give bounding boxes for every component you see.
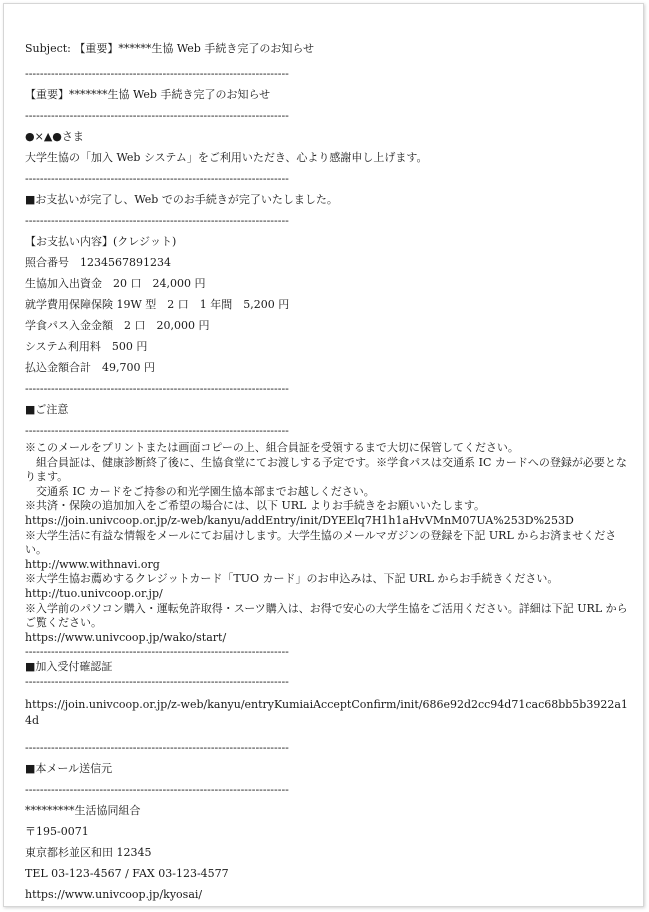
confirm-title: ■加入受付確認証 — [25, 659, 113, 673]
email-heading: 【重要】*******生協 Web 手続き完了のお知らせ — [25, 88, 271, 101]
sender-postal-code: 〒195-0071 — [25, 825, 89, 839]
payment-line: 就学費用保障保険 19W 型 2 口 1 年間 5,200 円 — [25, 298, 290, 311]
salutation: ●×▲●さま — [25, 130, 84, 143]
payment-line: 照合番号 1234567891234 — [25, 256, 171, 269]
notice-link[interactable]: http://tuo.univcoop.or.jp/ — [25, 586, 163, 600]
notice-line: ※共済・保険の追加加入をご希望の場合には、以下 URL よりお手続きをお願いいたします。 — [25, 499, 485, 513]
notice-link[interactable]: https://join.univcoop.or.jp/z-web/kanyu/addEntry/init/DYEElq7H1h1aHvVMnM07UA%253D%253D — [25, 513, 574, 527]
notice-section — [25, 441, 630, 689]
notice-link[interactable]: https://www.univcoop.jp/wako/start/ — [25, 630, 227, 644]
payment-title: 【お支払い内容】(クレジット) — [25, 235, 177, 248]
email-document — [3, 3, 644, 907]
email-subject — [25, 38, 630, 59]
thanks-message: 大学生協の「加入 Web システム」をご利用いただき、心より感謝申し上げます。 — [25, 151, 428, 164]
separator: ----------------------------------------------------------------------- — [25, 67, 289, 80]
confirm-link[interactable]: https://join.univcoop.or.jp/z-web/kanyu/entryKumiaiAcceptConfirm/init/686e92d2cc94d71cac68bb5b3922a14d — [25, 698, 628, 728]
notice-line: 交通系 IC カードをご持参の和光学園生協本部までお越しください。 — [25, 484, 375, 498]
notice-title: ■ご注意 — [25, 403, 69, 416]
payment-line: システム利用料 500 円 — [25, 340, 148, 353]
email-body — [25, 38, 630, 905]
sender-phone-fax: TEL 03-123-4567 / FAX 03-123-4577 — [25, 867, 229, 881]
notice-line: ※大学生活に有益な情報をメールにてお届けします。大学生協のメールマガジンの登録を下記 URL からお済ませください。 — [25, 528, 617, 557]
payment-line: 生協加入出資金 20 口 24,000 円 — [25, 277, 206, 290]
separator: ----------------------------------------------------------------------- — [25, 109, 289, 122]
subject-text: 【重要】******生協 Web 手続き完了のお知らせ — [74, 42, 314, 55]
sender-website-link[interactable]: https://www.univcoop.jp/kyosai/ — [25, 888, 203, 902]
notice-link[interactable]: http://www.withnavi.org — [25, 557, 160, 571]
separator: ----------------------------------------------------------------------- — [25, 172, 289, 185]
sender-address: 東京都杉並区和田 12345 — [25, 846, 152, 860]
completion-message: ■お支払いが完了し、Web でのお手続きが完了いたしました。 — [25, 193, 338, 206]
notice-line: ※大学生協お薦めするクレジットカード「TUO カード」のお申込みは、下記 URL からお手続きください。 — [25, 572, 559, 586]
separator: ----------------------------------------------------------------------- — [25, 783, 289, 797]
subject-label: Subject: — [25, 42, 71, 55]
payment-line: 払込金額合計 49,700 円 — [25, 361, 155, 374]
sender-name: *********生活協同組合 — [25, 804, 141, 818]
separator: ----------------------------------------------------------------------- — [25, 214, 289, 227]
payment-line: 学食パス入金金額 2 口 20,000 円 — [25, 319, 210, 332]
notice-line: 組合員証は、健康診断終了後に、生協食堂にてお渡しする予定です。※学食パスは交通系 IC カードへの登録が必要となります。 — [25, 455, 627, 484]
separator: ----------------------------------------------------------------------- — [25, 645, 289, 659]
notice-line: ※入学前のパソコン購入・運転免許取得・スーツ購入は、お得で安心の大学生協をご活用ください。詳細は下記 URL からご覧ください。 — [25, 601, 628, 630]
separator: ----------------------------------------------------------------------- — [25, 741, 289, 755]
notice-line: ※このメールをプリントまたは画面コピーの上、組合員証を受領するまで大切に保管してください。 — [25, 441, 519, 454]
separator: ----------------------------------------------------------------------- — [25, 674, 289, 688]
separator: ----------------------------------------------------------------------- — [25, 382, 289, 395]
separator: ----------------------------------------------------------------------- — [25, 424, 289, 437]
sender-title: ■本メール送信元 — [25, 762, 113, 776]
